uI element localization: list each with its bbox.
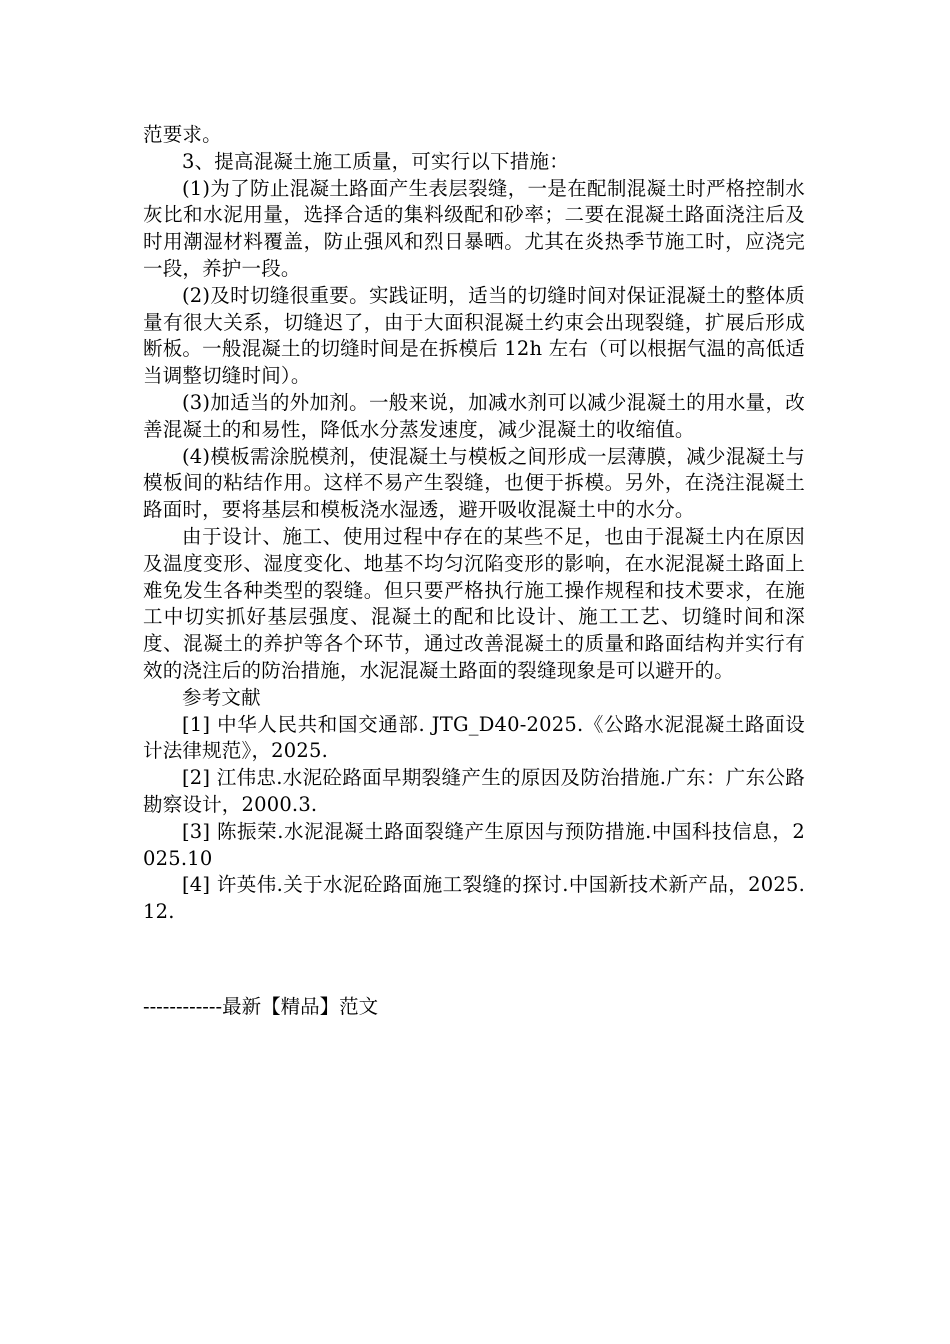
section-heading-measures: 3、提高混凝土施工质量，可实行以下措施： — [182, 149, 569, 173]
reference-item-4: [4] 许英伟.关于水泥砼路面施工裂缝的探讨.中国新技术新产品，2025.12. — [143, 873, 805, 924]
reference-item-3: [3] 陈振荣.水泥混凝土路面裂缝产生原因与预防措施.中国科技信息，2025.10 — [143, 819, 805, 870]
paragraph-measure-3: (3)加适当的外加剂。一般来说，加减水剂可以减少混凝土的用水量，改善混凝土的和易性，降低水分蒸发速度，减少混凝土的收缩值。 — [143, 390, 805, 441]
paragraph-measure-1: (1)为了防止混凝土路面产生表层裂缝，一是在配制混凝土时严格控制水灰比和水泥用量，选择合适的集料级配和砂率；二要在混凝土路面浇注后及时用潮湿材料覆盖，防止强风和烈日暴晒。尤其在炎热季节施工时，应浇完一段，养护一段。 — [143, 176, 805, 280]
reference-item-2: [2] 江伟忠.水泥砼路面早期裂缝产生的原因及防治措施.广东：广东公路勘察设计，2000.3. — [143, 766, 805, 816]
references-heading: 参考文献 — [182, 685, 261, 709]
paragraph-measure-2: (2)及时切缝很重要。实践证明，适当的切缝时间对保证混凝土的整体质量有很大关系，切缝迟了，由于大面积混凝土约束会出现裂缝，扩展后形成断板。一般混凝土的切缝时间是在拆模后 12h 左右（可以根据气温的高低适当调整切缝时间）。 — [143, 283, 805, 388]
document-body — [143, 122, 805, 926]
paragraph-conclusion: 由于设计、施工、使用过程中存在的某些不足，也由于混凝土内在原因及温度变形、湿度变化、地基不均匀沉陷变形的影响，在水泥混凝土路面上难免发生各种类型的裂缝。但只要严格执行施工操作规程和技术要求，在施工中切实抓好基层强度、混凝土的配和比设计、施工工艺、切缝时间和深度、混凝土的养护等各个环节，通过改善混凝土的质量和路面结构并实行有效的浇注后的防治措施，水泥混凝土路面的裂缝现象是可以避开的。 — [143, 524, 805, 682]
paragraph-measure-4: (4)模板需涂脱模剂，使混凝土与模板之间形成一层薄膜，减少混凝土与模板间的粘结作用。这样不易产生裂缝，也便于拆模。另外，在浇注混凝土路面时，要将基层和模板浇水湿透，避开吸收混凝土中的水分。 — [143, 444, 805, 522]
reference-item-1: [1] 中华人民共和国交通部. JTG_D40-2025.《公路水泥混凝土路面设计法律规范》，2025. — [143, 712, 805, 763]
page-footer: ------------最新【精品】范文 — [143, 995, 379, 1018]
paragraph-continuation: 范要求。 — [143, 123, 222, 146]
